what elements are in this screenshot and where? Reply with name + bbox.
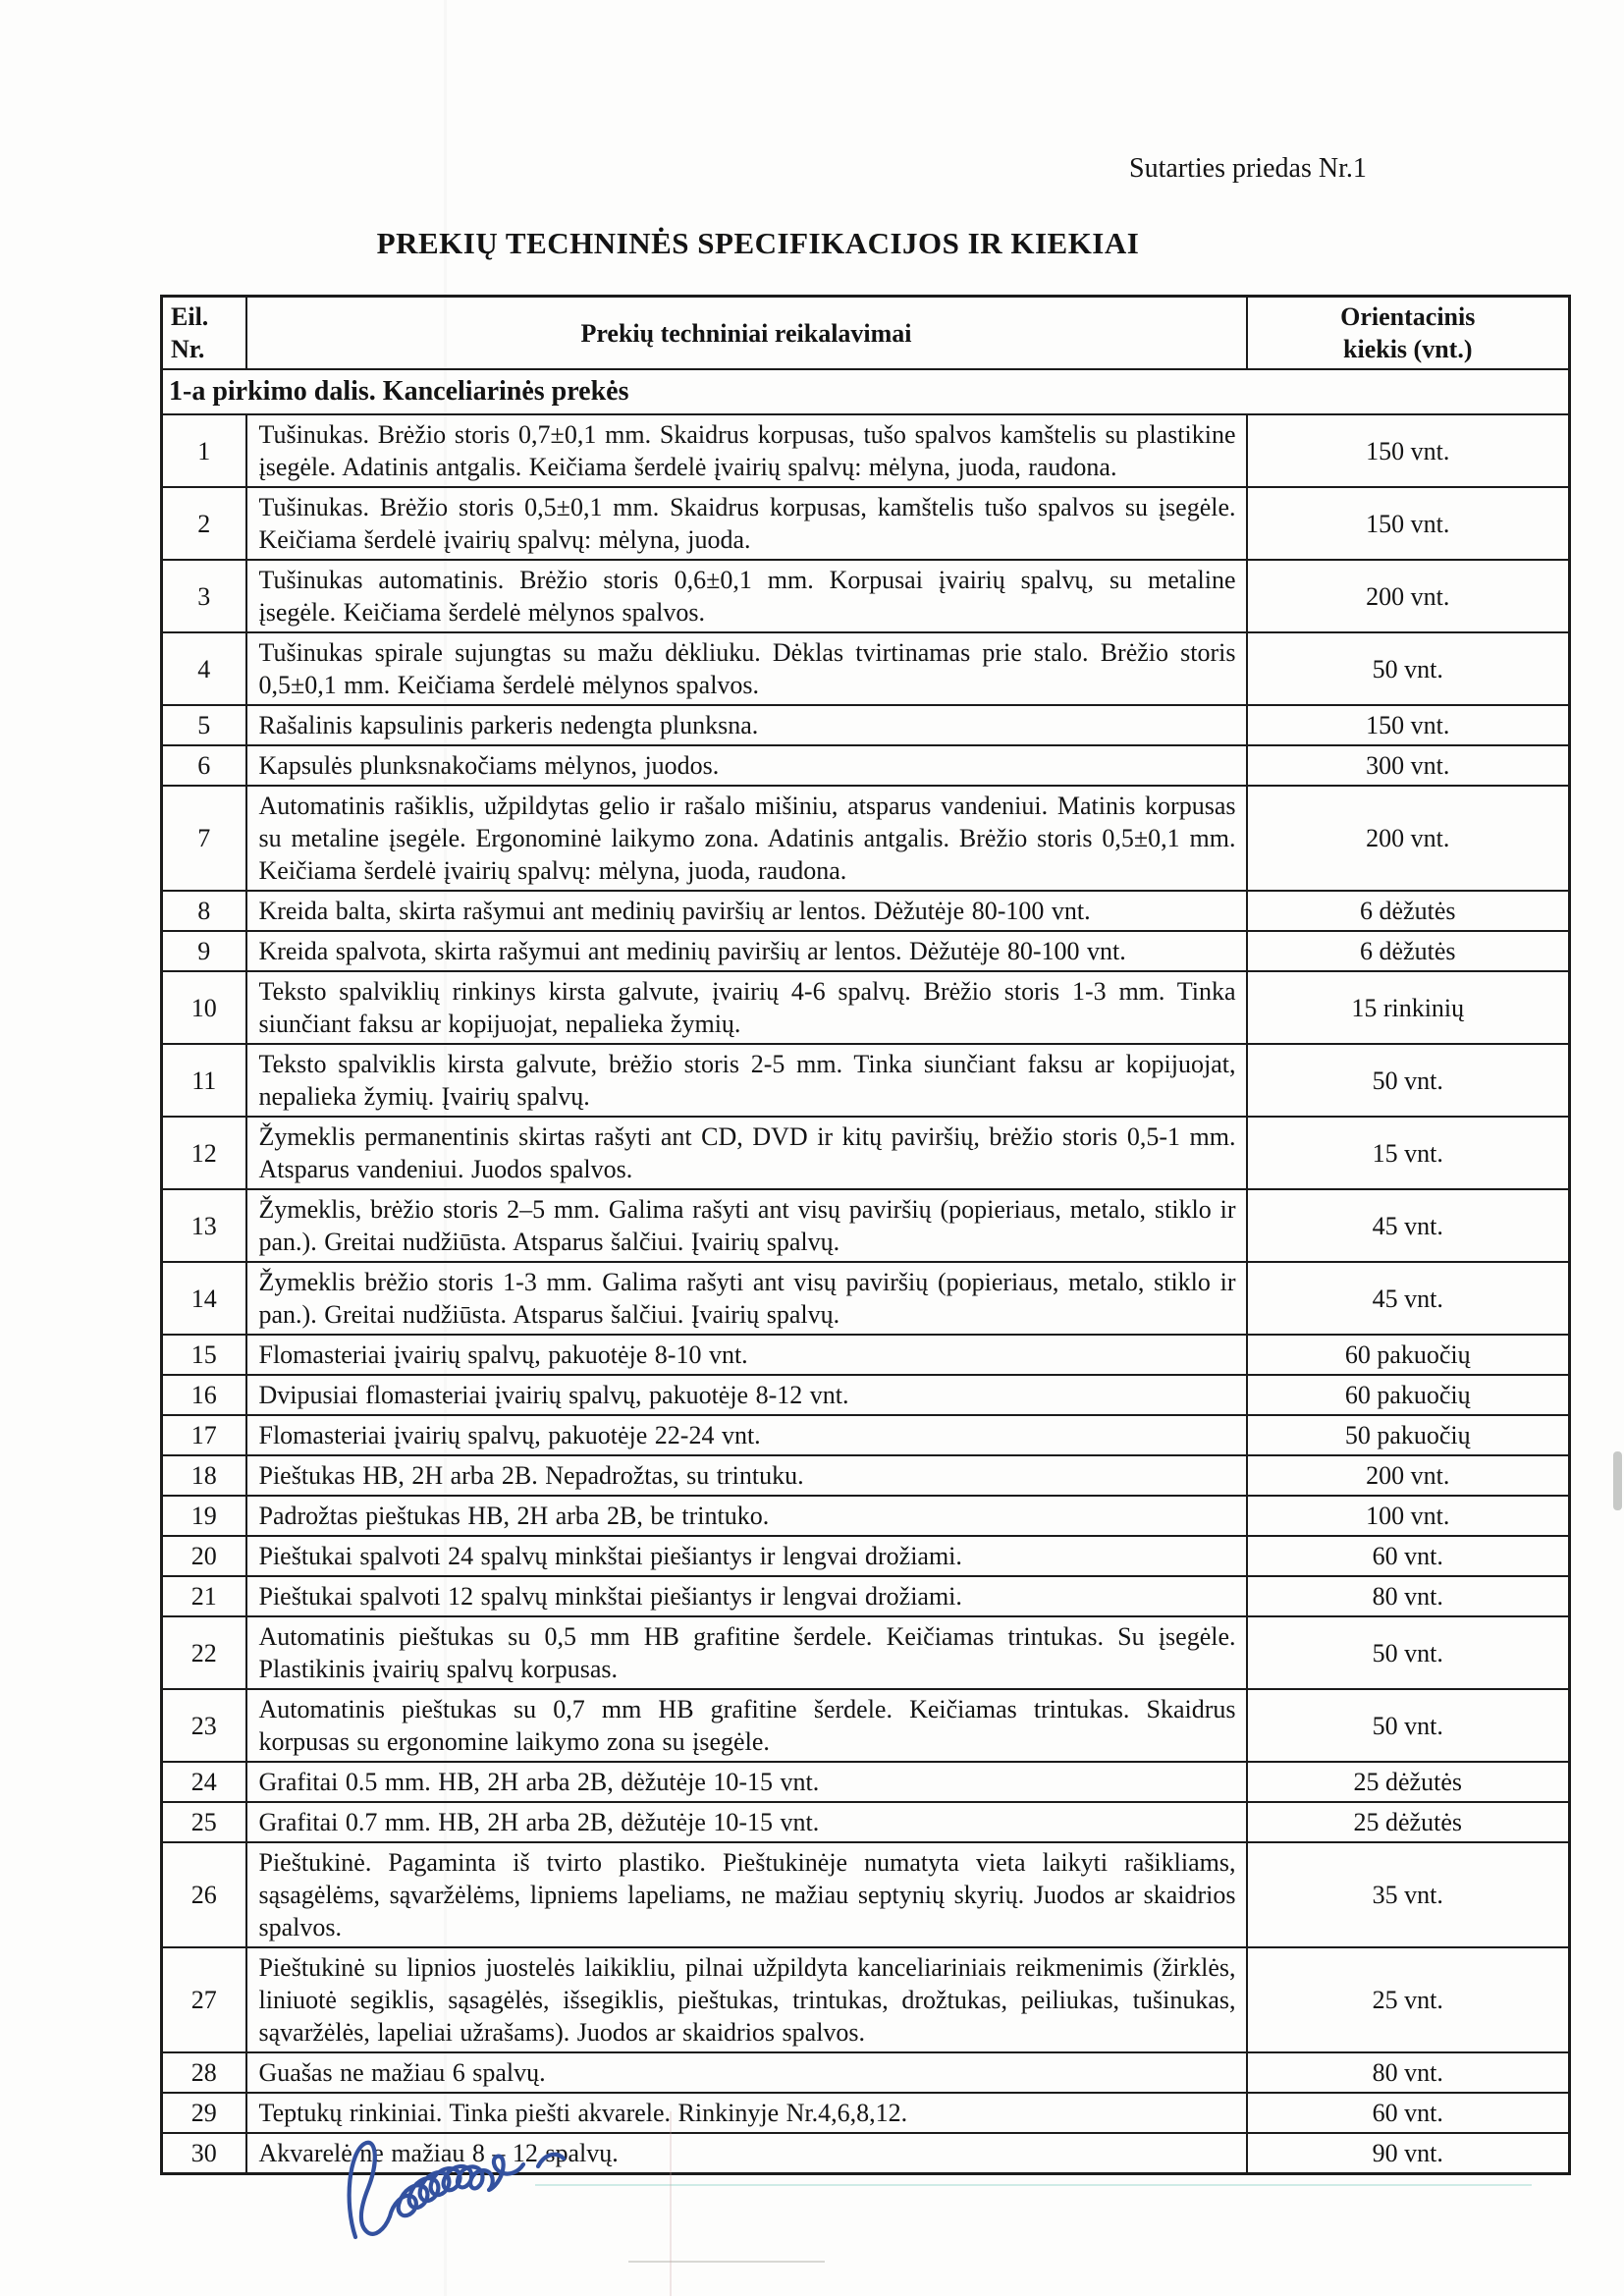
column-header-number-line1: Eil.	[171, 302, 209, 331]
page-title: PREKIŲ TECHNINĖS SPECIFIKACIJOS IR KIEKIAI	[376, 226, 1140, 260]
row-requirements-text: Automatinis pieštukas su 0,7 mm HB grafitine šerdele. Keičiamas trintukas. Skaidrus korpusas su ergonomine laikymo zona su įsegėle.	[246, 1689, 1247, 1762]
column-header-requirements: Prekių techniniai reikalavimai	[246, 297, 1247, 370]
row-quantity: 60 pakuočių	[1247, 1335, 1570, 1375]
table-row	[162, 1117, 1570, 1189]
section-title: 1-a pirkimo dalis. Kanceliarinės prekės	[162, 369, 1570, 414]
table-row	[162, 560, 1570, 632]
column-header-quantity-line2: kiekis (vnt.)	[1343, 335, 1473, 363]
section-header-row	[162, 369, 1570, 414]
row-number: 3	[162, 560, 246, 632]
row-quantity: 80 vnt.	[1247, 1576, 1570, 1616]
column-header-number	[162, 297, 246, 370]
table-row	[162, 1947, 1570, 2052]
row-quantity: 50 vnt.	[1247, 1616, 1570, 1689]
row-requirements-text: Teksto spalviklis kirsta galvute, brėžio storis 2-5 mm. Tinka siunčiant faksu ar kopijuojat, nepalieka žymių. Įvairių spalvų.	[246, 1044, 1247, 1117]
row-number: 8	[162, 891, 246, 931]
row-number: 15	[162, 1335, 246, 1375]
contract-annex-note: Sutarties priedas Nr.1	[1129, 153, 1367, 184]
table-row	[162, 1689, 1570, 1762]
row-number: 30	[162, 2133, 246, 2174]
row-quantity: 25 dėžutės	[1247, 1762, 1570, 1802]
row-quantity: 45 vnt.	[1247, 1262, 1570, 1335]
row-number: 2	[162, 487, 246, 560]
row-quantity: 90 vnt.	[1247, 2133, 1570, 2174]
row-quantity: 60 pakuočių	[1247, 1375, 1570, 1415]
row-requirements-text: Tušinukas automatinis. Brėžio storis 0,6±0,1 mm. Korpusai įvairių spalvų, su metaline įsegėle. Keičiama šerdelė mėlynos spalvos.	[246, 560, 1247, 632]
row-number: 6	[162, 745, 246, 786]
row-number: 19	[162, 1496, 246, 1536]
row-number: 29	[162, 2093, 246, 2133]
row-quantity: 45 vnt.	[1247, 1189, 1570, 1262]
row-quantity: 6 dėžutės	[1247, 931, 1570, 971]
row-requirements-text: Pieštukai spalvoti 24 spalvų minkštai piešiantys ir lengvai drožiami.	[246, 1536, 1247, 1576]
table-row	[162, 1842, 1570, 1947]
table-row	[162, 1455, 1570, 1496]
row-quantity: 150 vnt.	[1247, 705, 1570, 745]
row-number: 16	[162, 1375, 246, 1415]
row-quantity: 25 vnt.	[1247, 1947, 1570, 2052]
table-row	[162, 414, 1570, 487]
table-row	[162, 705, 1570, 745]
row-requirements-text: Guašas ne mažiau 6 spalvų.	[246, 2052, 1247, 2093]
table-row	[162, 786, 1570, 891]
row-number: 17	[162, 1415, 246, 1455]
row-requirements-text: Automatinis pieštukas su 0,5 mm HB grafitine šerdele. Keičiamas trintukas. Su įsegėle. Plastikinis įvairių spalvų korpusas.	[246, 1616, 1247, 1689]
row-quantity: 60 vnt.	[1247, 1536, 1570, 1576]
row-number: 14	[162, 1262, 246, 1335]
row-quantity: 15 vnt.	[1247, 1117, 1570, 1189]
row-requirements-text: Flomasteriai įvairių spalvų, pakuotėje 8-10 vnt.	[246, 1335, 1247, 1375]
table-row	[162, 487, 1570, 560]
row-number: 28	[162, 2052, 246, 2093]
row-requirements-text: Dvipusiai flomasteriai įvairių spalvų, pakuotėje 8-12 vnt.	[246, 1375, 1247, 1415]
row-requirements-text: Flomasteriai įvairių spalvų, pakuotėje 22-24 vnt.	[246, 1415, 1247, 1455]
row-quantity: 150 vnt.	[1247, 487, 1570, 560]
row-number: 12	[162, 1117, 246, 1189]
table-header-row	[162, 297, 1570, 370]
table-row	[162, 1762, 1570, 1802]
table-row	[162, 1415, 1570, 1455]
row-number: 27	[162, 1947, 246, 2052]
row-quantity: 50 vnt.	[1247, 1044, 1570, 1117]
table-row	[162, 891, 1570, 931]
table-row	[162, 2052, 1570, 2093]
row-quantity: 300 vnt.	[1247, 745, 1570, 786]
row-number: 13	[162, 1189, 246, 1262]
row-requirements-text: Žymeklis, brėžio storis 2–5 mm. Galima rašyti ant visų paviršių (popieriaus, metalo, stiklo ir pan.). Greitai nudžiūsta. Atsparus šalčiui. Įvairių spalvų.	[246, 1189, 1247, 1262]
row-number: 11	[162, 1044, 246, 1117]
row-quantity: 150 vnt.	[1247, 414, 1570, 487]
row-quantity: 50 vnt.	[1247, 1689, 1570, 1762]
row-quantity: 6 dėžutės	[1247, 891, 1570, 931]
row-requirements-text: Žymeklis permanentinis skirtas rašyti ant CD, DVD ir kitų paviršių, brėžio storis 0,5-1 mm. Atsparus vandeniui. Juodos spalvos.	[246, 1117, 1247, 1189]
table-body	[162, 414, 1570, 2174]
row-number: 22	[162, 1616, 246, 1689]
row-number: 21	[162, 1576, 246, 1616]
table-row	[162, 1576, 1570, 1616]
row-requirements-text: Pieštukai spalvoti 12 spalvų minkštai piešiantys ir lengvai drožiami.	[246, 1576, 1247, 1616]
row-requirements-text: Žymeklis brėžio storis 1-3 mm. Galima rašyti ant visų paviršių (popieriaus, metalo, stiklo ir pan.). Greitai nudžiūsta. Atsparus šalčiui. Įvairių spalvų.	[246, 1262, 1247, 1335]
table-row	[162, 971, 1570, 1044]
row-requirements-text: Tušinukas spirale sujungtas su mažu dėkliuku. Dėklas tvirtinamas prie stalo. Brėžio storis 0,5±0,1 mm. Keičiama šerdelė mėlynos spalvos.	[246, 632, 1247, 705]
row-number: 20	[162, 1536, 246, 1576]
row-number: 5	[162, 705, 246, 745]
table-row	[162, 1616, 1570, 1689]
row-quantity: 80 vnt.	[1247, 2052, 1570, 2093]
row-requirements-text: Teptukų rinkiniai. Tinka piešti akvarele. Rinkinyje Nr.4,6,8,12.	[246, 2093, 1247, 2133]
table-row	[162, 2093, 1570, 2133]
table-row	[162, 931, 1570, 971]
row-quantity: 50 pakuočių	[1247, 1415, 1570, 1455]
row-quantity: 200 vnt.	[1247, 1455, 1570, 1496]
table-row	[162, 1044, 1570, 1117]
row-requirements-text: Pieštukinė. Pagaminta iš tvirto plastiko. Pieštukinėje numatyta vieta laikyti rašikliams, sąsagėlėms, sąvaržėlėms, lipniems lapeliams, ne mažiau septynių skyrių. Juodos ar skaidrios spalvos.	[246, 1842, 1247, 1947]
table-row	[162, 632, 1570, 705]
table-row	[162, 1189, 1570, 1262]
row-requirements-text: Grafitai 0.7 mm. HB, 2H arba 2B, dėžutėje 10-15 vnt.	[246, 1802, 1247, 1842]
row-number: 1	[162, 414, 246, 487]
row-requirements-text: Kapsulės plunksnakočiams mėlynos, juodos.	[246, 745, 1247, 786]
row-requirements-text: Teksto spalviklių rinkinys kirsta galvute, įvairių 4-6 spalvų. Brėžio storis 1-3 mm. Tinka siunčiant faksu ar kopijuojat, nepalieka žymių.	[246, 971, 1247, 1044]
row-number: 24	[162, 1762, 246, 1802]
row-quantity: 15 rinkinių	[1247, 971, 1570, 1044]
column-header-quantity-line1: Orientacinis	[1340, 302, 1476, 331]
row-number: 25	[162, 1802, 246, 1842]
right-edge-bar-artifact	[1613, 1451, 1622, 1510]
row-number: 4	[162, 632, 246, 705]
row-quantity: 200 vnt.	[1247, 560, 1570, 632]
row-number: 26	[162, 1842, 246, 1947]
row-requirements-text: Tušinukas. Brėžio storis 0,7±0,1 mm. Skaidrus korpusas, tušo spalvos kamštelis su plastikine įsegėle. Adatinis antgalis. Keičiama šerdelė įvairių spalvų: mėlyna, juoda, raudona.	[246, 414, 1247, 487]
row-number: 18	[162, 1455, 246, 1496]
row-requirements-text: Tušinukas. Brėžio storis 0,5±0,1 mm. Skaidrus korpusas, kamštelis tušo spalvos su įsegėle. Keičiama šerdelė įvairių spalvų: mėlyna, juoda.	[246, 487, 1247, 560]
table-row	[162, 745, 1570, 786]
row-requirements-text: Kreida spalvota, skirta rašymui ant medinių paviršių ar lentos. Dėžutėje 80-100 vnt.	[246, 931, 1247, 971]
table-row	[162, 1335, 1570, 1375]
scan-line-vertical-artifact	[670, 2111, 672, 2296]
row-quantity: 25 dėžutės	[1247, 1802, 1570, 1842]
column-header-number-line2: Nr.	[171, 335, 205, 363]
row-number: 7	[162, 786, 246, 891]
row-requirements-text: Pieštukas HB, 2H arba 2B. Nepadrožtas, su trintuku.	[246, 1455, 1247, 1496]
row-quantity: 60 vnt.	[1247, 2093, 1570, 2133]
row-quantity: 50 vnt.	[1247, 632, 1570, 705]
table-row	[162, 1262, 1570, 1335]
column-header-quantity	[1247, 297, 1570, 370]
row-requirements-text: Akvarelė ne mažiau 8 – 12 spalvų.	[246, 2133, 1247, 2174]
row-number: 23	[162, 1689, 246, 1762]
row-requirements-text: Pieštukinė su lipnios juostelės laikikliu, pilnai užpildyta kanceliariniais reikmenimis (žirklės, liniuotė segiklis, sąsagėlės, išsegiklis, pieštukas, trintukas, drožtukas, peiliukas, tušinukas, sąvaržėlės, lapeliai užrašams). Juodos ar skaidrios spalvos.	[246, 1947, 1247, 2052]
row-requirements-text: Automatinis rašiklis, užpildytas gelio ir rašalo mišiniu, atsparus vandeniui. Matinis korpusas su metaline įsegėle. Ergonominė laikymo zona. Adatinis antgalis. Brėžio storis 0,5±0,1 mm. Keičiama šerdelė įvairių spalvų: mėlyna, juoda, raudona.	[246, 786, 1247, 891]
table-row	[162, 1496, 1570, 1536]
row-number: 9	[162, 931, 246, 971]
row-number: 10	[162, 971, 246, 1044]
handwritten-signature	[334, 2131, 628, 2269]
table-row	[162, 1802, 1570, 1842]
row-quantity: 200 vnt.	[1247, 786, 1570, 891]
row-quantity: 35 vnt.	[1247, 1842, 1570, 1947]
signature-underline-artifact	[628, 2261, 825, 2263]
row-quantity: 100 vnt.	[1247, 1496, 1570, 1536]
table-row	[162, 1375, 1570, 1415]
row-requirements-text: Grafitai 0.5 mm. HB, 2H arba 2B, dėžutėje 10-15 vnt.	[246, 1762, 1247, 1802]
table-row	[162, 1536, 1570, 1576]
row-requirements-text: Rašalinis kapsulinis parkeris nedengta plunksna.	[246, 705, 1247, 745]
row-requirements-text: Kreida balta, skirta rašymui ant medinių paviršių ar lentos. Dėžutėje 80-100 vnt.	[246, 891, 1247, 931]
row-requirements-text: Padrožtas pieštukas HB, 2H arba 2B, be trintuko.	[246, 1496, 1247, 1536]
scan-line-artifact	[535, 2184, 1532, 2186]
specifications-table	[160, 295, 1571, 2175]
